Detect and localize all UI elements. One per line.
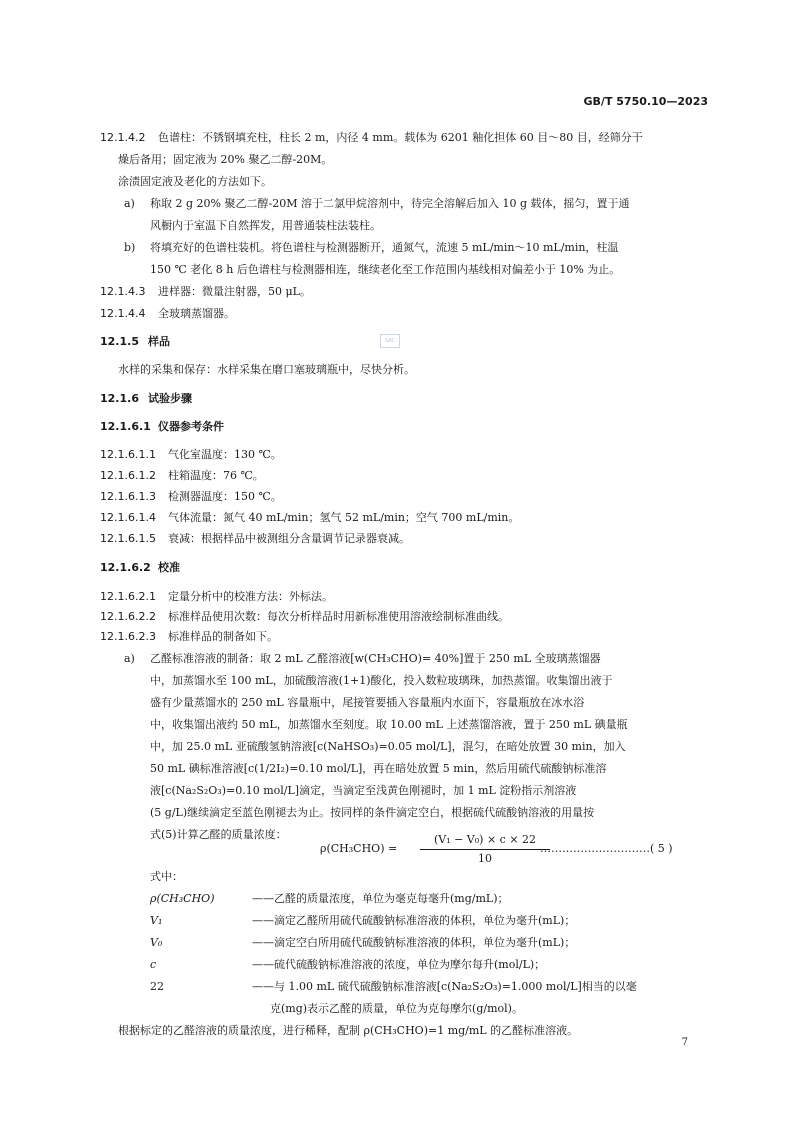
section-12-1-6-2-2-num: 12.1.6.2.2 <box>100 610 156 623</box>
section-12-1-6-2-1-num: 12.1.6.2.1 <box>100 590 156 603</box>
coating-intro: 涂渍固定液及老化的方法如下。 <box>118 175 272 188</box>
var-desc-v1: ——滴定乙醛所用硫代硫酸钠标准溶液的体积，单位为毫升(mL)； <box>252 914 576 927</box>
section-12-1-6-2-3-num: 12.1.6.2.3 <box>100 630 156 643</box>
equation-denominator: 10 <box>478 852 492 865</box>
prep-line-4: 中，收集馏出液约 50 mL，加蒸馏水至刻度。取 10.00 mL 上述蒸馏溶液，置于 250 mL 碘量瓶 <box>150 718 628 731</box>
var-symbol-v1: V₁ <box>150 914 163 927</box>
prep-line-5: 中，加 25.0 mL 亚硫酸氢钠溶液[c(NaHSO₃)=0.05 mol/L]，混匀，在暗处放置 30 min，加入 <box>150 740 626 753</box>
item-a-label: a) <box>124 197 135 210</box>
prep-item-a-label: a) <box>124 652 135 665</box>
closing-paragraph: 根据标定的乙醛溶液的质量浓度，进行稀释，配制 ρ(CH₃CHO)=1 mg/mL 的乙醛标准溶液。 <box>118 1024 579 1037</box>
item-a-line1: 称取 2 g 20% 聚乙二醇-20M 溶于二氯甲烷溶剂中，待完全溶解后加入 10 g 载体，摇匀，置于通 <box>150 197 630 210</box>
section-12-1-6-1-5-num: 12.1.6.1.5 <box>100 532 156 545</box>
var-symbol-22: 22 <box>150 980 164 993</box>
section-12-1-5-text: 水样的采集和保存：水样采集在磨口塞玻璃瓶中，尽快分析。 <box>118 363 415 376</box>
section-12-1-6-1-1-text: 气化室温度：130 ℃。 <box>168 448 282 461</box>
item-a-line2: 风橱内于室温下自然挥发，用普通装柱法装柱。 <box>150 219 381 232</box>
watermark-stamp: SAC <box>380 334 400 348</box>
section-12-1-6-1-4-text: 气体流量：氮气 40 mL/min；氢气 52 mL/min；空气 700 mL/min。 <box>168 511 520 524</box>
prep-line-3: 盛有少量蒸馏水的 250 mL 容量瓶中，尾接管要插入容量瓶内水面下，容量瓶放在冰水浴 <box>150 696 585 709</box>
standard-code-header: GB/T 5750.10—2023 <box>583 95 708 108</box>
where-intro: 式中： <box>150 870 183 883</box>
var-desc-22: ——与 1.00 mL 硫代硫酸钠标准溶液[c(Na₂S₂O₃)=1.000 mol/L]相当的以毫 <box>252 980 637 993</box>
section-12-1-4-2-num: 12.1.4.2 <box>100 131 146 144</box>
section-12-1-6-1-3-num: 12.1.6.1.3 <box>100 490 156 503</box>
prep-line-6: 50 mL 碘标准溶液[c(1/2I₂)=0.10 mol/L]，再在暗处放置 5 min，然后用硫代硫酸钠标准溶 <box>150 762 607 775</box>
var-symbol-v0: V₀ <box>150 936 163 949</box>
section-12-1-4-2-line1: 色谱柱：不锈钢填充柱，柱长 2 m，内径 4 mm。载体为 6201 釉化担体 60 目～80 目，经筛分干 <box>158 131 643 144</box>
prep-line-8: (5 g/L)继续滴定至蓝色刚褪去为止。按同样的条件滴定空白，根据硫代硫酸钠溶液的用量按 <box>150 806 595 819</box>
item-b-line2: 150 ℃ 老化 8 h 后色谱柱与检测器相连，继续老化至工作范围内基线相对偏差小于 10% 为止。 <box>150 263 621 276</box>
prep-line-1: 乙醛标准溶液的制备：取 2 mL 乙醛溶液[w(CH₃CHO)= 40%]置于 250 mL 全玻璃蒸馏器 <box>150 652 601 665</box>
equation-numerator: (V₁ − V₀) × c × 22 <box>433 833 537 846</box>
page-number: 7 <box>681 1037 688 1048</box>
section-12-1-6-1-1-num: 12.1.6.1.1 <box>100 448 156 461</box>
equation-number: …………………………( 5 ) <box>540 842 673 855</box>
section-12-1-6-1-title: 仪器参考条件 <box>158 420 224 433</box>
section-12-1-6-2-3-text: 标准样品的制备如下。 <box>168 630 278 643</box>
var-symbol-rho: ρ(CH₃CHO) <box>150 892 215 905</box>
section-12-1-6-1-2-text: 柱箱温度：76 ℃。 <box>168 469 264 482</box>
section-12-1-4-3-text: 进样器：微量注射器，50 μL。 <box>158 285 311 298</box>
prep-line-2: 中，加蒸馏水至 100 mL，加硫酸溶液(1+1)酸化，投入数粒玻璃珠，加热蒸馏。收集馏出液于 <box>150 674 613 687</box>
item-b-label: b) <box>124 241 136 254</box>
section-12-1-5-num: 12.1.5 <box>100 335 139 348</box>
var-desc-rho: ——乙醛的质量浓度，单位为毫克每毫升(mg/mL)； <box>252 892 509 905</box>
var-desc-v0: ——滴定空白所用硫代硫酸钠标准溶液的体积，单位为毫升(mL)； <box>252 936 576 949</box>
section-12-1-4-4-num: 12.1.4.4 <box>100 307 146 320</box>
section-12-1-6-1-num: 12.1.6.1 <box>100 420 151 433</box>
equation-5 <box>320 833 710 869</box>
prep-line-9: 式(5)计算乙醛的质量浓度： <box>150 828 287 841</box>
var-symbol-c: c <box>150 958 157 971</box>
section-12-1-6-2-1-text: 定量分析中的校准方法：外标法。 <box>168 590 333 603</box>
section-12-1-6-title: 试验步骤 <box>148 392 192 405</box>
section-12-1-6-1-2-num: 12.1.6.1.2 <box>100 469 156 482</box>
prep-line-7: 液[c(Na₂S₂O₃)=0.10 mol/L]滴定，当滴定至浅黄色刚褪时，加 1 mL 淀粉指示剂溶液 <box>150 784 577 797</box>
var-desc-c: ——硫代硫酸钠标准溶液的浓度，单位为摩尔每升(mol/L)； <box>252 958 546 971</box>
section-12-1-6-num: 12.1.6 <box>100 392 139 405</box>
section-12-1-6-2-2-text: 标准样品使用次数：每次分析样品时用新标准使用溶液绘制标准曲线。 <box>168 610 509 623</box>
section-12-1-6-1-3-text: 检测器温度：150 ℃。 <box>168 490 282 503</box>
section-12-1-6-2-title: 校准 <box>158 561 180 574</box>
section-12-1-6-2-num: 12.1.6.2 <box>100 561 151 574</box>
section-12-1-6-1-5-text: 衰减：根据样品中被测组分含量调节记录器衰减。 <box>168 532 410 545</box>
fraction-bar <box>420 849 550 850</box>
equation-lhs: ρ(CH₃CHO) = <box>320 842 398 855</box>
item-b-line1: 将填充好的色谱柱装机。将色谱柱与检测器断开，通氮气，流速 5 mL/min～10 mL/min，柱温 <box>150 241 619 254</box>
var-desc-22-cont: 克(mg)表示乙醛的质量，单位为克每摩尔(g/mol)。 <box>270 1002 523 1015</box>
section-12-1-4-2-line2: 燥后备用；固定液为 20% 聚乙二醇-20M。 <box>118 153 333 166</box>
section-12-1-5-title: 样品 <box>148 335 170 348</box>
section-12-1-4-3-num: 12.1.4.3 <box>100 285 146 298</box>
section-12-1-4-4-text: 全玻璃蒸馏器。 <box>158 307 235 320</box>
section-12-1-6-1-4-num: 12.1.6.1.4 <box>100 511 156 524</box>
